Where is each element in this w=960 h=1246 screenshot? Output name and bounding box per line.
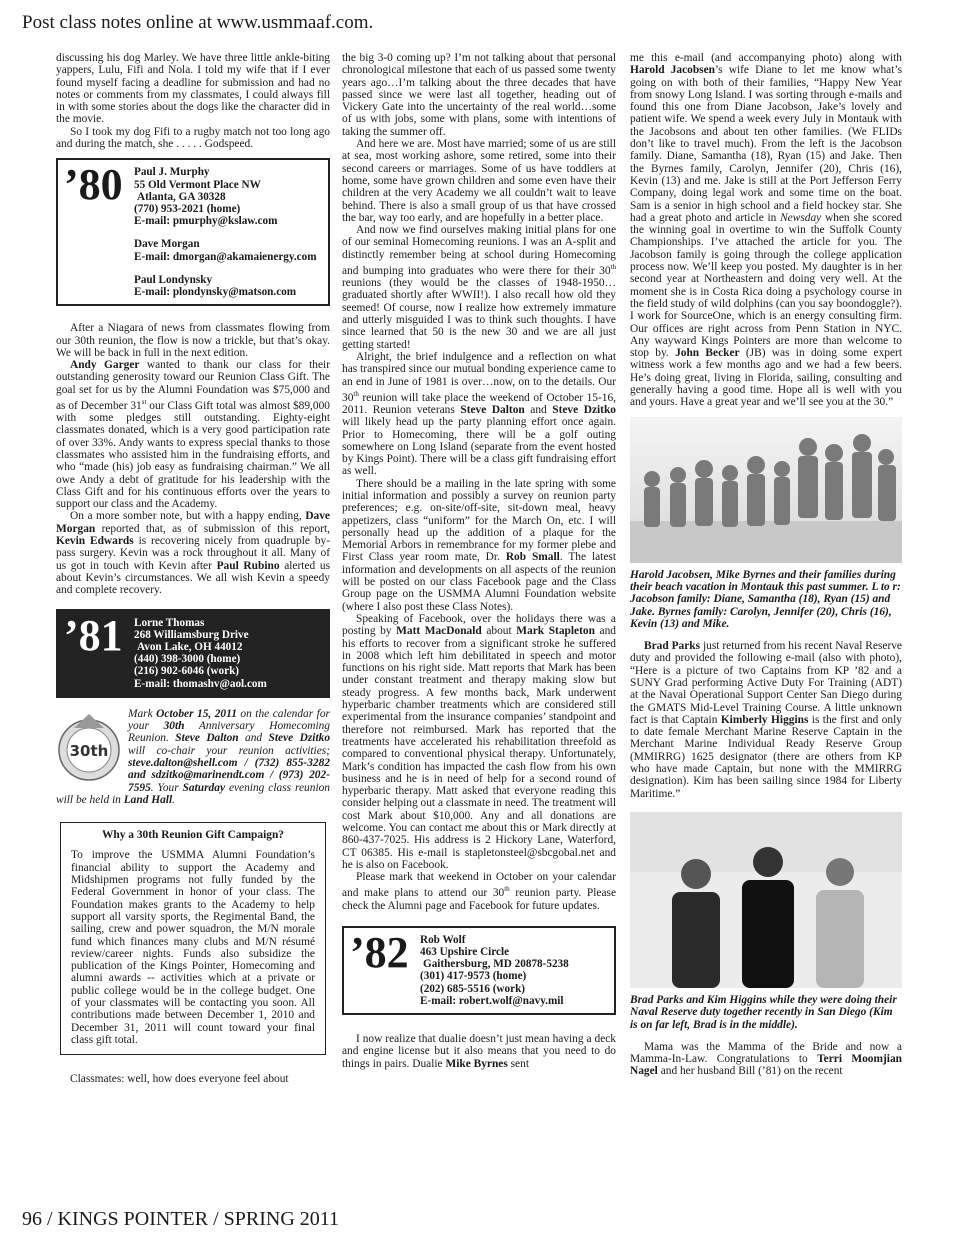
contact-line: 268 Williamsburg Drive — [134, 628, 249, 641]
beach-family-photo — [630, 417, 902, 563]
contact-line: Paul Londynsky — [134, 273, 213, 286]
column-1 — [56, 52, 330, 1085]
sidebar-body: To improve the USMMA Alumni Foundation’s financial ability to support the Academy and Midshipmen programs not fully funded by the Federal Government in honor of your class. The Foundation makes grants to the Academy to help support all varsity sports, the Regimental Band, the sailing, crew and power squadron, the M/N morale fund which finances many clubs and M/N résumé review/career nights. Funds also subsidize the publication of the Kings Pointer, Homecoming and alumni awards -- activities which at a private or public college would be in the college budget. One of your classmates will be contacting you soon. All contributions made between December 1, 2010 and December 31, 2011 will count toward your final class gift total. — [71, 849, 315, 1046]
contact-line: (301) 417-9573 (home) — [420, 970, 527, 983]
paragraph: Brad Parks just returned from his recent Naval Reserve duty and provided the following e-mail (also with photo), “Here is a picture of two Captains from KP ’82 and a SUNY Grad performing Active Duty For Training (ADT) at the Naval Operational Support Center San Diego during the GMATS Mid-Level Training Course. A little unknown fact is that Captain Kimberly Higgins is the first and only to date female Merchant Marine Reserve Captain in the Merchant Marine Individual Ready Reserve Group (MMIRRG) 1625 designator (there are others from KP who have made Captain, but none with the MMIRRG designation). Kim has been sailing since 1984 for Liberty Maritime.” — [630, 640, 902, 800]
class-81-contact-box — [56, 609, 330, 698]
contact-line: E-mail: pmurphy@kslaw.com — [134, 215, 278, 228]
paragraph: me this e-mail (and accompanying photo) along with Harold Jacobsen’s wife Diane to let me know what’s going on with both of their families, “Happy New Year from snowy Long Island. I was sorting through e-mails and found this one from Diane Jacobson, Jake’s lovely and patient wife. We spend a week every July in Montauk with the Jacobsons and about ten other families. (We FLIDs don’t like to travel much). From the left is the Jacobson family. Diane, Samantha (18), Ryan (15) and Jake. Then the Byrnes family, Carolyn, Jennifer (20), Chris (16), Kevin (13) and me. Jake is still at the Port Jefferson Ferry Company, doing legal work and some time on the boat. Sam is a senior in high school and a field hockey star. She had a great photo and article in Newsday when she scored the winning goal in overtime to win the Suffolk County Championships. I’ve attached the article for you. The Jacobson family is going through the college application process now. We’ll keep you posted. My daughter is in her second year at Northeastern and doing very well. At the moment she is in Costa Rica doing a psychology course in the field study of wild dolphins (can you say boondoggle?). I work for SourceOne, which is an energy consulting firm. Our offices are right across from Penn Station in NYC. Any wayward Kings Pointers are more than welcome to stop by. John Becker (JB) was in doing some expert witness work a few months ago and we had a few beers. He’s doing great, living in Florida, sailing, consulting and generally having a good time. Hope all is well with you and yours. Have a great year and we’ll see you at the 30.” — [630, 52, 902, 409]
contact-line: E-mail: robert.wolf@navy.mil — [420, 994, 564, 1007]
reunion-gift-sidebar — [60, 822, 326, 1055]
paragraph: And now we find ourselves making initial plans for one of our seminal Homecoming reunions. I was an A-split and distinctly remember being at school during Homecoming and bumping into graduates who were there for their 30th reunions (they would be the classes of 1948-1950…graduated shortly after WWII!). I also recall how old they seemed! Of course, now I realize how extremely immature and utterly misguided I was to think such thoughts. I have since learned that 50 is the new 30 and we are all just getting started! — [342, 224, 616, 351]
paragraph: Speaking of Facebook, over the holidays there was a posting by Matt MacDonald about Mark Stapleton and his efforts to recover from a significant stroke he suffered in 2008 which left him debilitated in speech and motor functions on his right side. Matt reports that Mark has been under constant treatment and therapy making slow but steady progress. A few months back, Mark underwent hyperbaric chamber treatments which are considered still experimental from the insurance companies’ standpoint and therefore not reimbursed. Mark has reported that the treatments have accelerated his rehabilitation threefold as compared to conventional physical therapy. Unfortunately, Mark’s condition has impacted the cash flow from his own business and he is in need of help for a second round of hyperbaric therapy. Matt asked that everyone reading this consider helping out a classmate in need. The treatment will cost Mark about $10,000. Any and all donations are welcome. You can contact me about this or Mark directly at 860-437-7025. His address is 2 Hickory Lane, Waterford, CT 06385. His e-mail is stapletonsteel@sbcgobal.net and he is also on Facebook. — [342, 612, 616, 871]
paragraph: After a Niagara of news from classmates flowing from our 30th reunion, the flow is now a trickle, but that’s okay. We will be back in full in the next edition. — [56, 322, 330, 359]
photo-caption: Brad Parks and Kim Higgins while they were doing their Naval Reserve duty together recently in San Diego (Kim is on far left, Brad is in the middle). — [630, 993, 897, 1031]
contact-line: (770) 953-2021 (home) — [134, 202, 241, 215]
paragraph: I now realize that dualie doesn’t just mean having a deck and engine license but it also means that you need to do things in pairs. Dualie Mike Byrnes sent — [342, 1033, 616, 1070]
naval-reserve-photo — [630, 812, 902, 988]
page-footer: 96 / KINGS POINTER / SPRING 2011 — [22, 1208, 340, 1230]
notice-text: Mark October 15, 2011 on the calendar for your 30th Anniversary Homecoming Reunion. Steve Dalton and Steve Dzitko will co-chair your reunion activities; steve.dalton@shell.com / (732) 855-3282 and sdzitko@marinendt.com / (973) 202-7595. Your Saturday evening class reunion will be held in Land Hall. — [56, 707, 331, 806]
paragraph: There should be a mailing in the late spring with some initial information and possibly a survey on reunion party preferences; e.g. on-site/off-site, sit-down meal, heavy appetizers, class “uniform” for the March On, etc. I will personally head up the addition of a plaque for the Memorial Arbors in remembrance for my former plebe and First Class year room mate, Dr. Rob Small. The latest information and developments on all aspects of the reunion will be posted on our class Facebook page and the Class Group page on the USMMA Alumni Foundation website (where I also post these Class Notes). — [342, 477, 616, 613]
30th-anniversary-logo — [56, 708, 122, 788]
class-year: ’80 — [64, 160, 123, 210]
contact-line: Avon Lake, OH 44012 — [137, 640, 243, 653]
contact-line: Lorne Thomas — [134, 616, 205, 629]
paragraph: Please mark that weekend in October on your calendar and make plans to attend our 30th reunion party. Please check the Alumni page and Facebook for future updates. — [342, 871, 616, 912]
class-year: ’81 — [64, 610, 123, 660]
paragraph: Alright, the brief indulgence and a reflection on what has transpired since our mutual bonding experience came to an end in June of 1981 is over…now, on to the details. Our 30th reunion will take place the weekend of October 15-16, 2011. Reunion veterans Steve Dalton and Steve Dzitko will likely head up the party planning effort once again. Prior to Homecoming, there will be a golf outing somewhere on Long Island (separate from the event hosted by Kings Point). There will be a class gift fundraising effort as well. — [342, 350, 616, 478]
photo-caption: Harold Jacobsen, Mike Byrnes and their families during their beach vacation in Montauk this past summer. L to r: Jacobson family: Diane, Samantha (18), Ryan (15) and Jake. Byrnes family: Carolyn, Jennifer (20), Chris (16), Kevin (13) and Mike. — [630, 568, 901, 630]
column-2 — [342, 52, 616, 1070]
contact-line: Dave Morgan — [134, 238, 200, 251]
contact-line: Atlanta, GA 30328 — [137, 190, 226, 203]
paragraph: And here we are. Most have married; some of us are still at sea, most working ashore, some retired, some into their second careers or marriages. Some of us have toddlers at home, some have grown children and some even have their children at the very Academy we all couldn’t wait to leave behind. There is also a small group of us that have crossed the bar, way too early, and are hopefully in a better place. — [342, 138, 616, 224]
paragraph: discussing his dog Marley. We have three little ankle-biting yappers, Lulu, Fifi and Nola. I told my wife that if I ever found myself facing a deadline for submission and had no notes or comments from my classmates, I could always fill in with some stories about the dogs like the character did in the movie. — [56, 52, 330, 126]
contact-line: E-mail: plondynsky@matson.com — [134, 286, 297, 298]
contact-line: (202) 685-5516 (work) — [420, 982, 526, 995]
class-year: ’82 — [350, 927, 409, 977]
paragraph: On a more somber note, but with a happy ending, Dave Morgan reported that, as of submission of this report, Kevin Edwards is recovering nicely from quadruple by-pass surgery. Kevin was a rock throughout it all. Many of us got in touch with Kevin after Paul Rubino alerted us about Kevin’s circumstances. We all wish Kevin a speedy and complete recovery. — [56, 510, 331, 597]
contact-line: Paul J. Murphy — [134, 166, 210, 179]
contact-line: Rob Wolf — [420, 933, 466, 946]
contact-line: E-mail: thomashv@aol.com — [134, 677, 267, 690]
paragraph: Mama was the Mamma of the Bride and now a Mamma-In-Law. Congratulations to Terri Moomjian Nagel and her husband Bill (’81) on the recent — [630, 1040, 902, 1078]
contact-line: Gaithersburg, MD 20878-5238 — [423, 958, 569, 971]
contact-line: (216) 902-6046 (work) — [134, 665, 240, 678]
contact-line: 55 Old Vermont Place NW — [134, 178, 261, 191]
page-header: Post class notes online at www.usmmaaf.com. — [22, 12, 374, 33]
paragraph: the big 3-0 coming up? I’m not talking about that personal chronological milestone that each of us passed some twenty years ago…I’m talking about the three decades that have passed since we were last all together, heading out of Vickery Gate into the uncertainty of the real world…some of us with jobs, some with plans, some with intentions of taking the summer off. — [342, 52, 616, 138]
contact-line: (440) 398-3000 (home) — [134, 653, 241, 666]
class-82-contact-box — [342, 926, 616, 1015]
svg-text:30th: 30th — [69, 741, 109, 760]
class-80-contact-box — [56, 158, 330, 306]
contact-line: E-mail: dmorgan@akamaienergy.com — [134, 250, 317, 263]
reunion-notice — [56, 708, 330, 806]
paragraph: Andy Garger wanted to thank our class for their outstanding generosity toward our Reunion Class Gift. The goal set for us by the Alumni Foundation was $75,000 and as of December 31st our Class Gift total was almost $89,000 with some pledges still outstanding. Eighty-eight classmates donated, which is a very good participation rate of over 33%. Andy wants to express special thanks to those classmates who assisted him in the fundraising efforts, and who “made (his) job easy as fundraising chairman.” We all owe Andy a debt of gratitude for his leadership with the Class Gift and for his continuous efforts over the years to support our class and the Academy. — [56, 359, 331, 511]
contact-line: 463 Upshire Circle — [420, 946, 510, 959]
paragraph: Classmates: well, how does everyone feel about — [70, 1073, 289, 1086]
column-3 — [630, 52, 902, 1078]
sidebar-title: Why a 30th Reunion Gift Campaign? — [102, 829, 284, 842]
paragraph: So I took my dog Fifi to a rugby match not too long ago and during the match, she . . . . . Godspeed. — [56, 125, 330, 151]
